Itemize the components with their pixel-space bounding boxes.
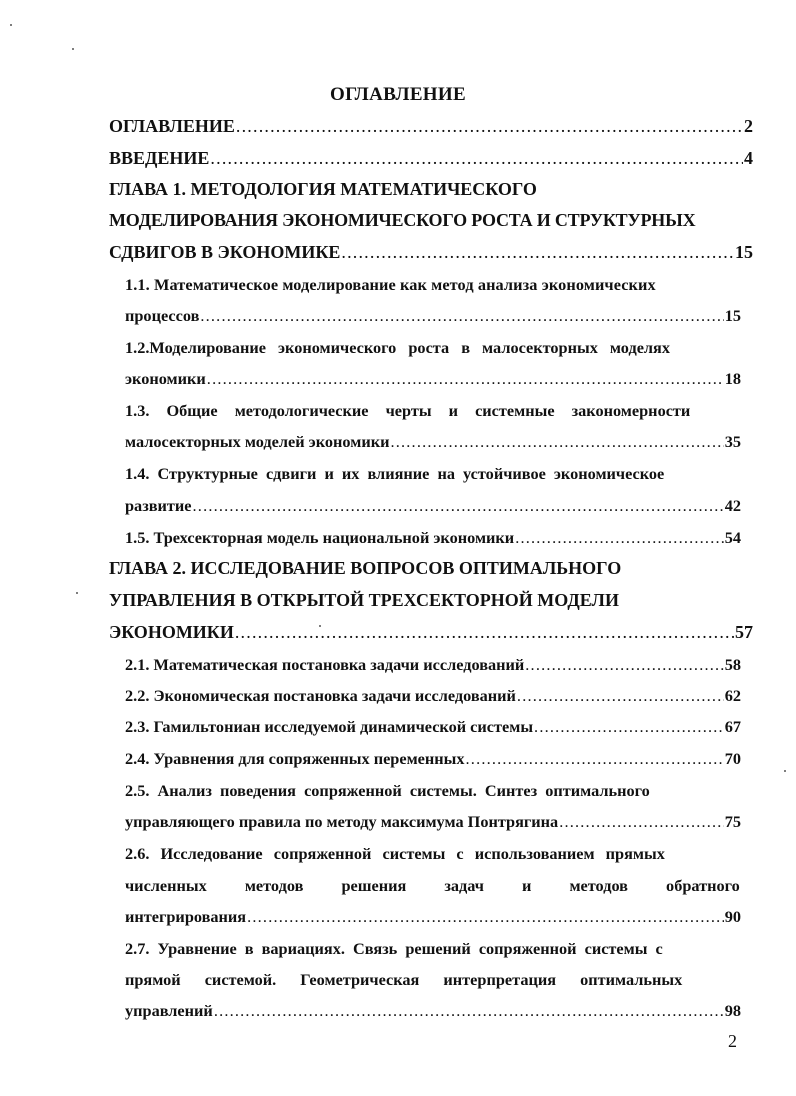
justified-line: 1.1. Математическое моделирование как метод анализа экономических (125, 275, 656, 294)
toc-page-number: 75 (724, 812, 741, 831)
leader-dots (235, 622, 734, 643)
toc-section-2-4[interactable] (125, 749, 741, 769)
scan-speck (784, 770, 786, 772)
toc-chapter-1-last-line[interactable] (109, 242, 753, 263)
toc-page-number: 18 (724, 369, 741, 388)
toc-page-number: 4 (744, 148, 753, 168)
toc-section-1-1-line-1[interactable] (125, 275, 741, 295)
toc-entry-text: управлений (125, 1001, 213, 1020)
toc-page-number: 58 (724, 655, 741, 674)
leader-dots (517, 686, 724, 706)
leader-dots (200, 306, 723, 326)
leader-dots (214, 1001, 724, 1021)
toc-page-number: 67 (724, 717, 741, 736)
leader-dots (247, 907, 724, 927)
toc-section-2-2[interactable] (125, 686, 741, 706)
scan-speck (72, 48, 74, 50)
toc-entry-text: экономики (125, 369, 206, 388)
toc-section-2-6-line-1[interactable]: 2.6. Исследование сопряженной системы с использованием прямых (125, 844, 665, 863)
toc-section-2-6-last-line[interactable] (125, 907, 741, 927)
page-title: ОГЛАВЛЕНИЕ (330, 84, 466, 105)
toc-page-number: 57 (735, 622, 753, 642)
leader-dots (210, 148, 743, 169)
toc-section-2-1[interactable] (125, 655, 741, 675)
leader-dots (390, 432, 723, 452)
toc-section-2-5-last-line[interactable] (125, 812, 741, 832)
toc-section-2-7-line-2[interactable]: прямой системой. Геометрическая интерпретация оптимальных (125, 970, 683, 989)
toc-section-1-1-last-line[interactable] (125, 306, 741, 326)
toc-entry-text: СДВИГОВ В ЭКОНОМИКЕ (109, 242, 341, 262)
toc-section-2-7-last-line[interactable] (125, 1001, 741, 1021)
toc-section-1-5[interactable] (125, 528, 741, 548)
toc-section-2-7-line-1[interactable]: 2.7. Уравнение в вариациях. Связь решений сопряженной системы с (125, 939, 663, 958)
toc-chapter-2-last-line[interactable] (109, 622, 753, 643)
toc-page-number: 90 (724, 907, 741, 926)
toc-entry-text: малосекторных моделей экономики (125, 432, 390, 451)
toc-section-1-4-last-line[interactable] (125, 496, 741, 516)
toc-entry-text: ВВЕДЕНИЕ (109, 148, 210, 168)
toc-page-number: 70 (724, 749, 741, 768)
toc-entry-contents[interactable] (109, 116, 753, 137)
toc-chapter-2-line-2[interactable]: УПРАВЛЕНИЯ В ОТКРЫТОЙ ТРЕХСЕКТОРНОЙ МОДЕЛИ (109, 590, 619, 610)
toc-section-2-3[interactable] (125, 717, 741, 737)
leader-dots (236, 116, 743, 137)
toc-page-number: 2 (744, 116, 753, 136)
toc-section-1-3-last-line[interactable] (125, 432, 741, 452)
toc-chapter-1-line-2[interactable]: МОДЕЛИРОВАНИЯ ЭКОНОМИЧЕСКОГО РОСТА И СТРУКТУРНЫХ (109, 210, 696, 230)
scan-speck (319, 625, 321, 627)
toc-entry-text: ЭКОНОМИКИ (109, 622, 234, 642)
toc-entry-text: 2.2. Экономическая постановка задачи исследований (125, 686, 516, 705)
toc-section-2-6-line-2[interactable]: численных методов решения задач и методов обратного (125, 876, 740, 895)
scan-speck (10, 24, 12, 26)
toc-entry-text: 1.5. Трехсекторная модель национальной экономики (125, 528, 515, 547)
toc-section-1-4-line-1[interactable]: 1.4. Структурные сдвиги и их влияние на устойчивое экономическое (125, 464, 665, 483)
toc-entry-text: развитие (125, 496, 192, 515)
toc-page-number: 15 (735, 242, 753, 262)
leader-dots (515, 528, 724, 548)
toc-page-number: 62 (724, 686, 741, 705)
toc-chapter-2-line-1[interactable]: ГЛАВА 2. ИССЛЕДОВАНИЕ ВОПРОСОВ ОПТИМАЛЬНОГО (109, 558, 622, 578)
page-number: 2 (728, 1031, 737, 1051)
leader-dots (559, 812, 724, 832)
toc-chapter-1-line-1[interactable]: ГЛАВА 1. МЕТОДОЛОГИЯ МАТЕМАТИЧЕСКОГО (109, 179, 537, 199)
toc-entry-text: 2.1. Математическая постановка задачи исследований (125, 655, 525, 674)
leader-dots (525, 655, 723, 675)
toc-section-2-5-line-1[interactable]: 2.5. Анализ поведения сопряженной системы. Синтез оптимального (125, 781, 650, 800)
toc-page-number: 98 (724, 1001, 741, 1020)
toc-section-1-2-last-line[interactable] (125, 369, 741, 389)
scan-speck (76, 592, 78, 594)
toc-page-number: 35 (724, 432, 741, 451)
toc-entry-text: 2.3. Гамильтониан исследуемой динамической системы (125, 717, 534, 736)
leader-dots (193, 496, 724, 516)
toc-page-number: 42 (724, 496, 741, 515)
leader-dots (534, 717, 724, 737)
toc-page-number: 54 (724, 528, 741, 547)
toc-entry-text: управляющего правила по методу максимума Понтрягина (125, 812, 559, 831)
toc-entry-text: процессов (125, 306, 200, 325)
toc-entry-text: интегрирования (125, 907, 247, 926)
toc-entry-text: 2.4. Уравнения для сопряженных переменных (125, 749, 465, 768)
toc-section-1-3-line-1[interactable]: 1.3. Общие методологические черты и системные закономерности (125, 401, 691, 420)
toc-entry-text: ОГЛАВЛЕНИЕ (109, 116, 235, 136)
toc-entry-introduction[interactable] (109, 148, 753, 169)
toc-section-1-2-line-1[interactable]: 1.2.Моделирование экономического роста в малосекторных моделях (125, 338, 671, 357)
leader-dots (466, 749, 724, 769)
toc-page-number: 15 (724, 306, 741, 325)
leader-dots (207, 369, 724, 389)
leader-dots (341, 242, 734, 263)
